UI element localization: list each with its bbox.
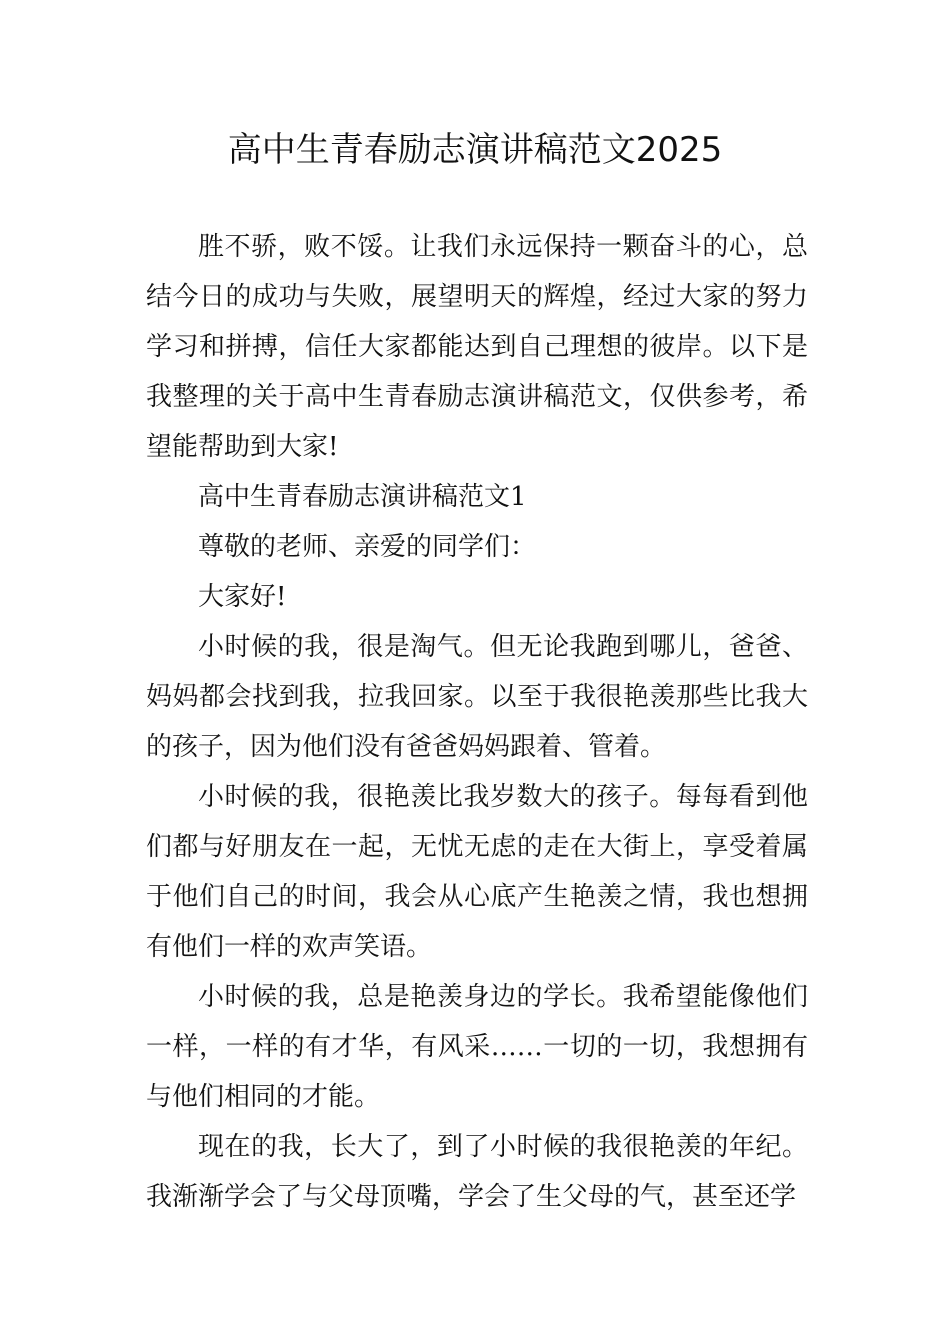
body-paragraph: 现在的我，长大了，到了小时候的我很艳羡的年纪。我渐渐学会了与父母顶嘴，学会了生父母的气，甚至还学 <box>146 1132 808 1212</box>
intro-paragraph: 胜不骄，败不馁。让我们永远保持一颗奋斗的心，总结今日的成功与失败，展望明天的辉煌，经过大家的努力学习和拼搏，信任大家都能达到自己理想的彼岸。以下是我整理的关于高中生青春励志演讲稿范文，仅供参考，希望能帮助到大家! <box>146 232 808 462</box>
body-paragraph: 小时候的我，总是艳羡身边的学长。我希望能像他们一样，一样的有才华，有风采……一切的一切，我想拥有与他们相同的才能。 <box>146 982 808 1112</box>
greeting: 大家好! <box>198 582 287 612</box>
section-heading: 高中生青春励志演讲稿范文1 <box>198 482 527 512</box>
body-paragraph: 小时候的我，很艳羡比我岁数大的孩子。每每看到他们都与好朋友在一起，无忧无虑的走在大街上，享受着属于他们自己的时间，我会从心底产生艳羡之情，我也想拥有他们一样的欢声笑语。 <box>146 782 808 962</box>
document-body <box>146 222 808 1222</box>
document-title: 高中生青春励志演讲稿范文2025 <box>227 130 723 170</box>
salutation: 尊敬的老师、亲爱的同学们： <box>198 532 537 562</box>
body-paragraph: 小时候的我，很是淘气。但无论我跑到哪儿，爸爸、妈妈都会找到我，拉我回家。以至于我很艳羡那些比我大的孩子，因为他们没有爸爸妈妈跟着、管着。 <box>146 632 808 762</box>
